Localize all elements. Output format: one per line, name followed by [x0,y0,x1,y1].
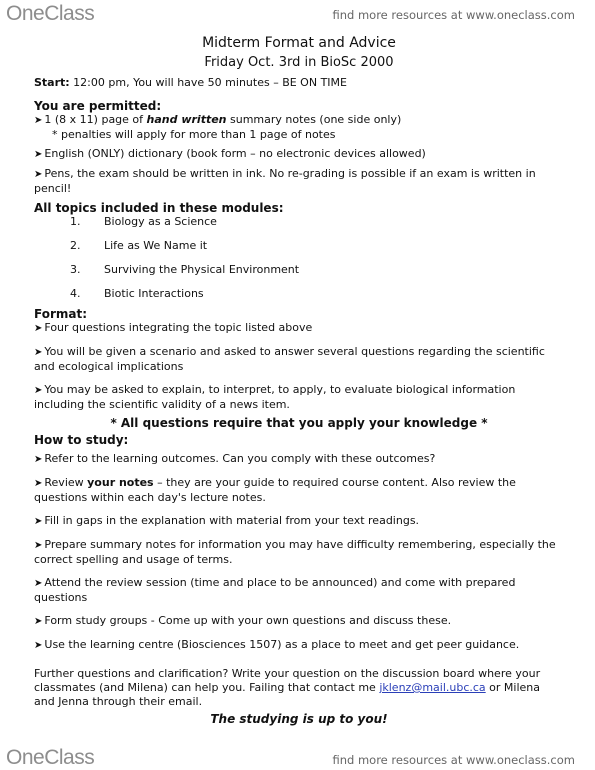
permitted-item-3: ➤ Pens, the exam should be written in ink. No re-grading is possible if an exam is written in pencil! [34,167,536,195]
arrowhead-bullet-icon: ➤ [34,454,43,465]
closing-line: The studying is up to you! [210,712,388,726]
arrowhead-bullet-icon: ➤ [34,115,43,126]
arrowhead-bullet-icon: ➤ [34,323,43,334]
exam-date-line: Friday Oct. 3rd in BioSc 2000 [204,55,394,70]
list-item: 4. Biotic Interactions [70,287,204,300]
study-item-5: ➤ Attend the review session (time and place to be announced) and come with prepared questions [34,576,516,604]
arrowhead-bullet-icon: ➤ [34,540,43,551]
arrowhead-bullet-icon: ➤ [34,578,43,589]
study-item-3: ➤ Fill in gaps in the explanation with material from your text readings. [34,514,420,527]
apply-knowledge-note: * All questions require that you apply your knowledge * [110,416,488,430]
find-more-link-footer[interactable]: find more resources at www.oneclass.com [332,753,575,767]
contact-email-link[interactable]: jklenz@mail.ubc.ca [379,681,486,694]
find-more-link[interactable]: find more resources at www.oneclass.com [332,8,575,22]
arrowhead-bullet-icon: ➤ [34,616,43,627]
start-text: 12:00 pm, You will have 50 minutes – BE ON TIME [69,76,347,89]
study-item-1: ➤ Refer to the learning outcomes. Can you comply with these outcomes? [34,452,436,465]
arrowhead-bullet-icon: ➤ [34,169,43,180]
study-item-7: ➤ Use the learning centre (Biosciences 1507) as a place to meet and get peer guidance. [34,638,520,651]
study-heading: How to study: [34,433,129,447]
format-heading: Format: [34,307,88,321]
start-label: Start: [34,76,70,89]
arrowhead-bullet-icon: ➤ [34,385,43,396]
topics-heading: All topics included in these modules: [34,201,284,215]
document-body [34,30,564,726]
study-item-4: ➤ Prepare summary notes for information you may have difficulty remembering, especially the correct spelling and usage of terms. [34,538,556,566]
topics-list [34,215,564,301]
study-item-6: ➤ Form study groups - Come up with your own questions and discuss these. [34,614,452,627]
further-questions-paragraph: Further questions and clarification? Write your question on the discussion board where your classmates (and Milena) can help you. Failing that contact me jklenz@mail.ubc.ca or Milena and Jenna through their email. [34,667,541,708]
your-notes-emphasis: your notes [87,476,154,489]
list-item: 2. Life as We Name it [70,239,208,252]
arrowhead-bullet-icon: ➤ [34,478,43,489]
arrowhead-bullet-icon: ➤ [34,516,43,527]
list-item: 1. Biology as a Science [70,215,217,228]
arrowhead-bullet-icon: ➤ [34,149,43,160]
permitted-heading: You are permitted: [34,99,162,113]
format-item-1: ➤ Four questions integrating the topic listed above [34,321,313,334]
hand-written-emphasis: hand written [146,113,227,126]
permitted-item-2: ➤ English (ONLY) dictionary (book form – no electronic devices allowed) [34,147,426,160]
permitted-item-1: ➤ 1 (8 x 11) page of hand written summary notes (one side only) [34,113,402,126]
format-item-3: ➤ You may be asked to explain, to interpret, to apply, to evaluate biological information including the scientific validity of a news item. [34,383,516,411]
document-title: Midterm Format and Advice [202,35,396,51]
format-item-2: ➤ You will be given a scenario and asked to answer several questions regarding the scientific and ecological implications [34,345,545,373]
oneclass-logo[interactable]: OneClass [6,2,95,25]
penalty-note: * penalties will apply for more than 1 page of notes [52,128,336,141]
list-item: 3. Surviving the Physical Environment [70,263,300,276]
start-line [34,76,564,90]
arrowhead-bullet-icon: ➤ [34,347,43,358]
oneclass-logo-footer[interactable]: OneClass [6,746,95,769]
arrowhead-bullet-icon: ➤ [34,640,43,651]
study-item-2: ➤ Review your notes – they are your guide to required course content. Also review the questions within each day's lecture notes. [34,476,516,504]
